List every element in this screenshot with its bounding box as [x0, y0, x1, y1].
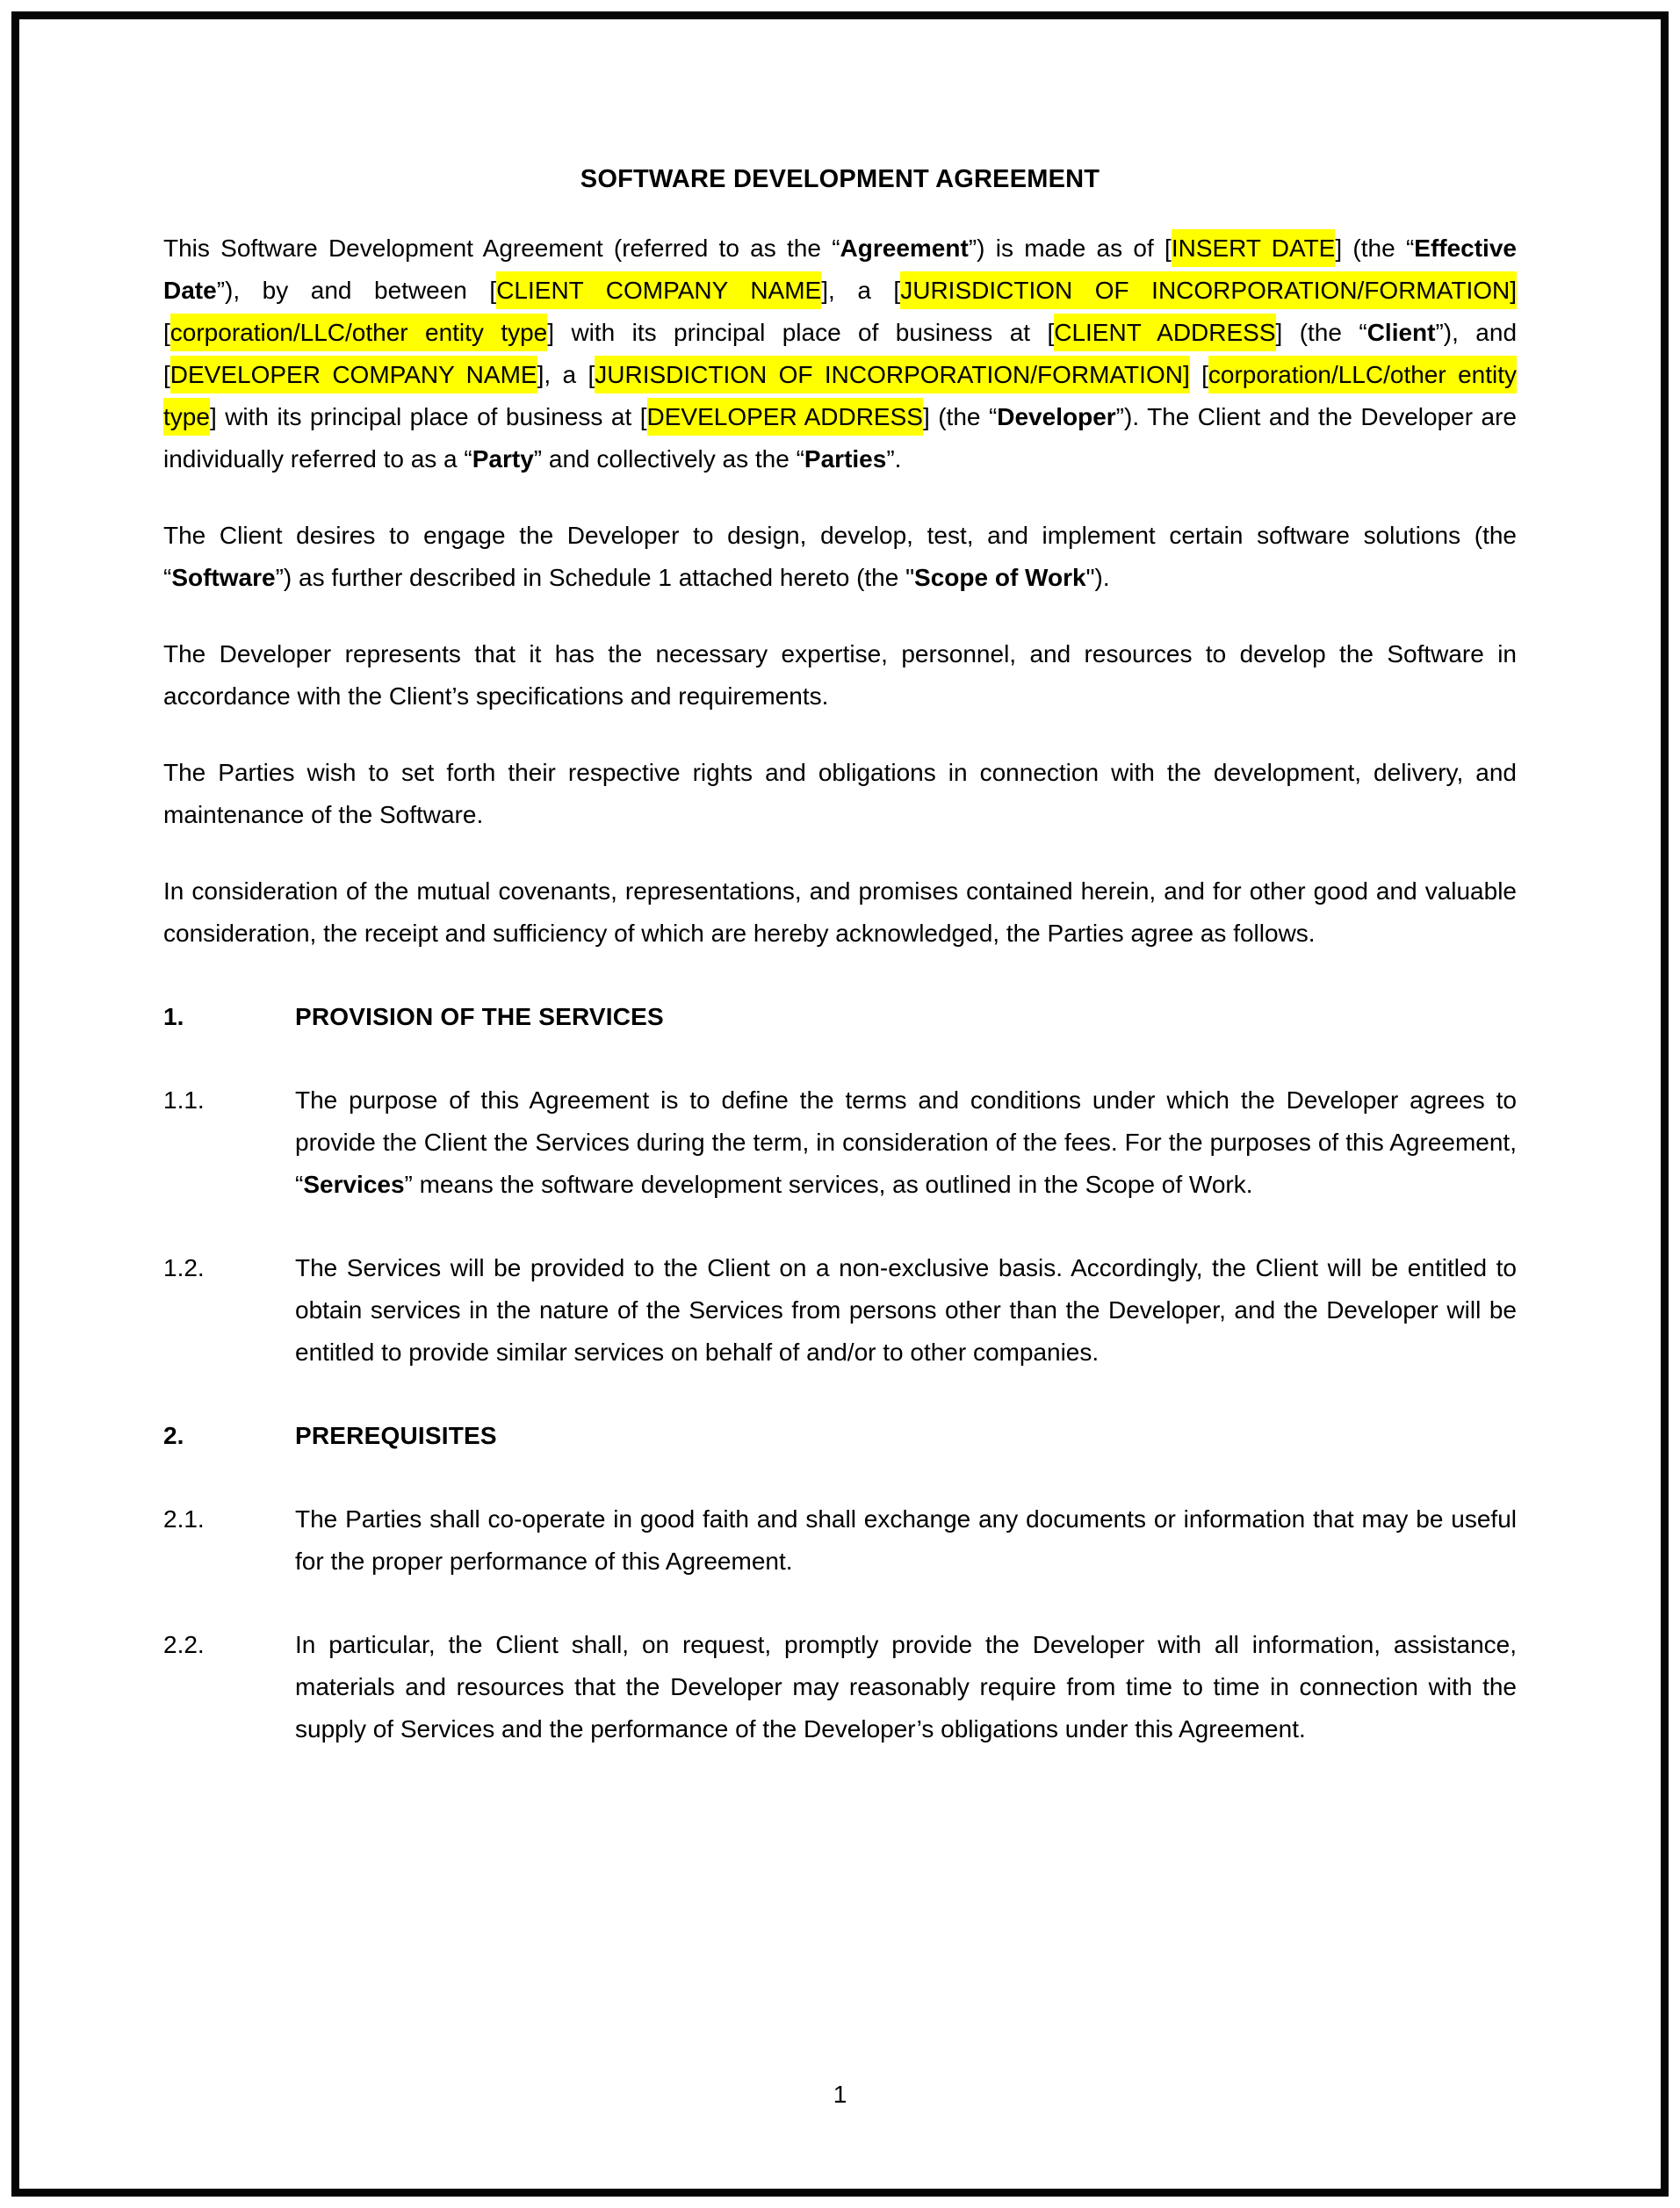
- text-run: In consideration of the mutual covenants, representations, and promises contained herein, and for other good and valuable consideration, the receipt and sufficiency of which are hereby acknowledged, the Parties agree as follows.: [163, 877, 1517, 947]
- clause-number: 1.2.: [163, 1254, 205, 1281]
- bold-term: Developer: [997, 403, 1116, 430]
- bold-term: Effective Date: [163, 235, 1517, 304]
- placeholder-highlight: INSERT DATE: [1172, 229, 1336, 267]
- placeholder-highlight: CLIENT ADDRESS: [1054, 314, 1275, 351]
- section-number: 2.: [163, 1422, 184, 1449]
- clause-row: [163, 1624, 1517, 1750]
- section-heading: PROVISION OF THE SERVICES: [295, 1003, 664, 1030]
- clause-number: 1.1.: [163, 1086, 205, 1114]
- clause-row: [163, 1498, 1517, 1583]
- clause-text: [295, 1498, 1517, 1583]
- section-heading-row: [163, 996, 1517, 1038]
- text-run: In particular, the Client shall, on request, promptly provide the Developer with all information, assistance, materials and resources that the Developer may reasonably require from time to time in connection with the supply of Services and the performance of the Developer’s obligations under this Agreement.: [295, 1631, 1517, 1743]
- placeholder-highlight: JURISDICTION OF INCORPORATION/FORMATION]: [900, 271, 1517, 309]
- placeholder-highlight: CLIENT COMPANY NAME: [496, 271, 821, 309]
- clause-row: [163, 1247, 1517, 1374]
- clause-text: [295, 1247, 1517, 1374]
- bold-term: Parties: [804, 445, 887, 473]
- placeholder-highlight: DEVELOPER COMPANY NAME: [170, 356, 537, 393]
- preamble: [163, 227, 1517, 955]
- text-run: ] with its principal place of business at [: [547, 319, 1055, 346]
- text-run: [: [1189, 361, 1208, 388]
- text-run: ] (the “: [1275, 319, 1367, 346]
- text-run: ”), by and between [: [216, 277, 497, 304]
- clause-row: [163, 1079, 1517, 1206]
- placeholder-highlight: corporation/LLC/other entity type: [163, 356, 1517, 436]
- clause-text: [295, 1624, 1517, 1750]
- text-run: ”.: [886, 445, 902, 473]
- text-run: The Developer represents that it has the necessary expertise, personnel, and resources to develop the Software in accordance with the Client’s specifications and requirements.: [163, 640, 1517, 710]
- text-run: ”), and [: [163, 319, 1518, 388]
- placeholder-highlight: JURISDICTION OF INCORPORATION/FORMATION]: [595, 356, 1189, 393]
- text-run: The Client desires to engage the Developer to design, develop, test, and implement certain software solutions (the “: [163, 522, 1517, 591]
- text-run: ” and collectively as the “: [533, 445, 804, 473]
- section-number: 1.: [163, 1003, 184, 1030]
- document-title: SOFTWARE DEVELOPMENT AGREEMENT: [580, 165, 1100, 193]
- preamble-paragraph: [163, 752, 1517, 836]
- page-number: 1: [833, 2081, 847, 2108]
- bold-term: Software: [171, 564, 276, 591]
- placeholder-highlight: DEVELOPER ADDRESS: [647, 398, 923, 436]
- text-run: The Parties shall co-operate in good faith and shall exchange any documents or information that may be useful for the proper performance of this Agreement.: [295, 1505, 1517, 1575]
- preamble-paragraph: [163, 870, 1517, 955]
- text-run: ”) is made as of [: [968, 235, 1172, 262]
- text-run: ], a [: [821, 277, 901, 304]
- bold-term: Client: [1366, 319, 1436, 346]
- bold-term: Party: [472, 445, 534, 473]
- text-run: ").: [1085, 564, 1110, 591]
- text-run: ”). The Client and the Developer are individually referred to as a “: [163, 403, 1517, 473]
- document-content: [163, 0, 1517, 1750]
- text-run: ” means the software development services, as outlined in the Scope of Work.: [404, 1171, 1253, 1198]
- section-heading: PREREQUISITES: [295, 1422, 497, 1449]
- text-run: ] (the “: [1335, 235, 1415, 262]
- preamble-paragraph: [163, 227, 1517, 480]
- clause-text: [295, 1079, 1517, 1206]
- bold-term: Scope of Work: [914, 564, 1086, 591]
- bold-term: Agreement: [840, 235, 969, 262]
- text-run: ”) as further described in Schedule 1 attached hereto (the ": [275, 564, 915, 591]
- clause-number: 2.1.: [163, 1505, 205, 1533]
- preamble-paragraph: [163, 633, 1517, 718]
- page-footer: [163, 2074, 1517, 2116]
- text-run: The purpose of this Agreement is to define the terms and conditions under which the Developer agrees to provide the Client the Services during the term, in consideration of the fees. For the purposes of this Agreement, “: [295, 1086, 1517, 1198]
- text-run: [: [163, 319, 170, 346]
- text-run: The Parties wish to set forth their respective rights and obligations in connection with the development, delivery, and maintenance of the Software.: [163, 759, 1517, 828]
- bold-term: Services: [303, 1171, 405, 1198]
- preamble-paragraph: [163, 515, 1517, 599]
- text-run: ] with its principal place of business at [: [209, 403, 647, 430]
- section-heading-row: [163, 1415, 1517, 1457]
- text-run: ] (the “: [922, 403, 998, 430]
- sections: [163, 996, 1517, 1750]
- placeholder-highlight: corporation/LLC/other entity type: [170, 314, 547, 351]
- clause-number: 2.2.: [163, 1631, 205, 1658]
- text-run: The Services will be provided to the Client on a non-exclusive basis. Accordingly, the Client will be entitled to obtain services in the nature of the Services from persons other than the Developer, and the Developer will be entitled to provide similar services on behalf of and/or to other companies.: [295, 1254, 1517, 1366]
- text-run: ], a [: [537, 361, 595, 388]
- text-run: This Software Development Agreement (referred to as the “: [163, 235, 840, 262]
